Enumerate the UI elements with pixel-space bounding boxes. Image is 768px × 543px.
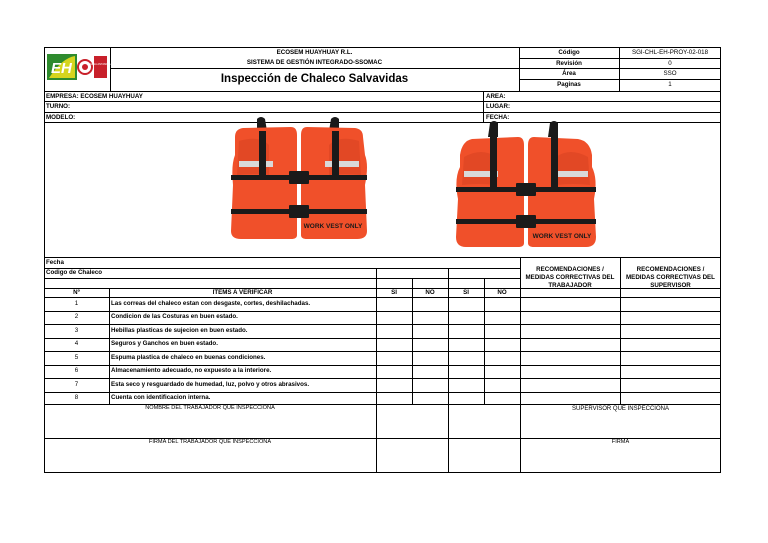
item-number: 8	[74, 394, 79, 401]
svg-text:EH: EH	[51, 60, 72, 77]
item-number: 6	[74, 367, 79, 374]
firma-trabajador-label[interactable]: FIRMA DEL TRABAJADOR QUE INSPECCIONA	[148, 439, 272, 445]
item-number: 7	[74, 381, 79, 388]
item-text: Cuenta con identificacion interna.	[111, 394, 211, 401]
col-header-no-1: NO	[425, 289, 435, 296]
item-text: Seguros y Ganchos en buen estado.	[111, 340, 218, 347]
item-number: 3	[74, 327, 79, 334]
meta-value-codigo: SGI-CHL-EH-PROY-02-018	[631, 49, 709, 56]
fecha-field[interactable]: FECHA:	[486, 114, 510, 121]
col-header-no-2: NO	[497, 289, 507, 296]
svg-text:WORK VEST ONLY: WORK VEST ONLY	[303, 223, 363, 230]
company-logo	[47, 52, 111, 82]
rec-supervisor-line-3: SUPERVISOR	[650, 282, 691, 289]
lugar-field[interactable]: LUGAR:	[486, 103, 511, 110]
area-field[interactable]: AREA:	[486, 93, 506, 100]
page-title: Inspección de Chaleco Salvavidas	[220, 73, 409, 85]
svg-text:MINA ANTAMINA: MINA ANTAMINA	[90, 63, 111, 66]
item-text: Almacenamiento adecuado, no expuesto a la interiore.	[111, 367, 272, 374]
meta-label-revision: Revisión	[556, 60, 582, 67]
col-header-si-2: SI	[463, 289, 469, 296]
firma-label[interactable]: FIRMA	[611, 439, 630, 445]
item-number: 4	[74, 340, 79, 347]
codigo-chaleco-label: Codigo de Chaleco	[46, 269, 103, 276]
item-text: Hebillas plasticas de sujecion en buen estado.	[111, 327, 248, 334]
supervisor-label[interactable]: SUPERVISOR QUE INSPECCIONA	[572, 406, 669, 412]
info-section	[44, 91, 721, 123]
life-vest-image	[229, 115, 369, 243]
item-text: Las correas del chaleco estan con desgaste, cortes, deshilachadas.	[111, 300, 311, 307]
item-number: 5	[74, 354, 79, 361]
col-header-items: ITEMS A VERIFICAR	[212, 289, 273, 296]
rec-trabajador-line-3: TRABAJADOR	[548, 282, 592, 289]
item-text: Esta seco y resguardado de humedad, luz, polvo y otros abrasivos.	[111, 381, 310, 388]
rec-trabajador-line-1: RECOMENDACIONES /	[536, 266, 604, 273]
inspection-form	[44, 47, 721, 473]
meta-value-paginas: 1	[668, 81, 672, 88]
life-vest-image	[452, 119, 600, 249]
fecha-label: Fecha	[46, 259, 64, 266]
turno-field[interactable]: TURNO:	[46, 103, 71, 110]
rec-supervisor-line-1: RECOMENDACIONES /	[636, 266, 705, 273]
management-system: SISTEMA DE GESTIÓN INTEGRADO-SSOMAC	[246, 59, 383, 66]
modelo-field[interactable]: MODELO:	[46, 114, 76, 121]
item-number: 2	[74, 313, 79, 320]
svg-text:WORK VEST ONLY: WORK VEST ONLY	[532, 233, 592, 240]
meta-label-area: Área	[562, 70, 576, 77]
rec-trabajador-line-2: MEDIDAS CORRECTIVAS DEL	[525, 274, 615, 281]
item-number: 1	[74, 300, 79, 307]
empresa-field[interactable]: EMPRESA: ECOSEM HUAYHUAY	[46, 93, 143, 100]
item-text: Espuma plastica de chaleco en buenas condiciones.	[111, 354, 266, 361]
meta-label-paginas: Paginas	[557, 81, 581, 88]
rec-supervisor-line-2: MEDIDAS CORRECTIVAS DEL	[626, 274, 715, 281]
col-header-num: Nº	[73, 289, 80, 296]
meta-value-revision: 0	[668, 60, 672, 67]
meta-value-area: SSO	[663, 70, 677, 77]
meta-label-codigo: Código	[558, 49, 580, 56]
col-header-si-1: SI	[391, 289, 397, 296]
item-text: Condicion de las Costuras en buen estado.	[111, 313, 238, 320]
company-name: ECOSEM HUAYHUAY R.L.	[276, 49, 353, 56]
image-area	[44, 122, 721, 258]
nombre-trabajador-label[interactable]: NOMBRE DEL TRABAJADOR QUE INSPECCIONA	[145, 405, 275, 411]
